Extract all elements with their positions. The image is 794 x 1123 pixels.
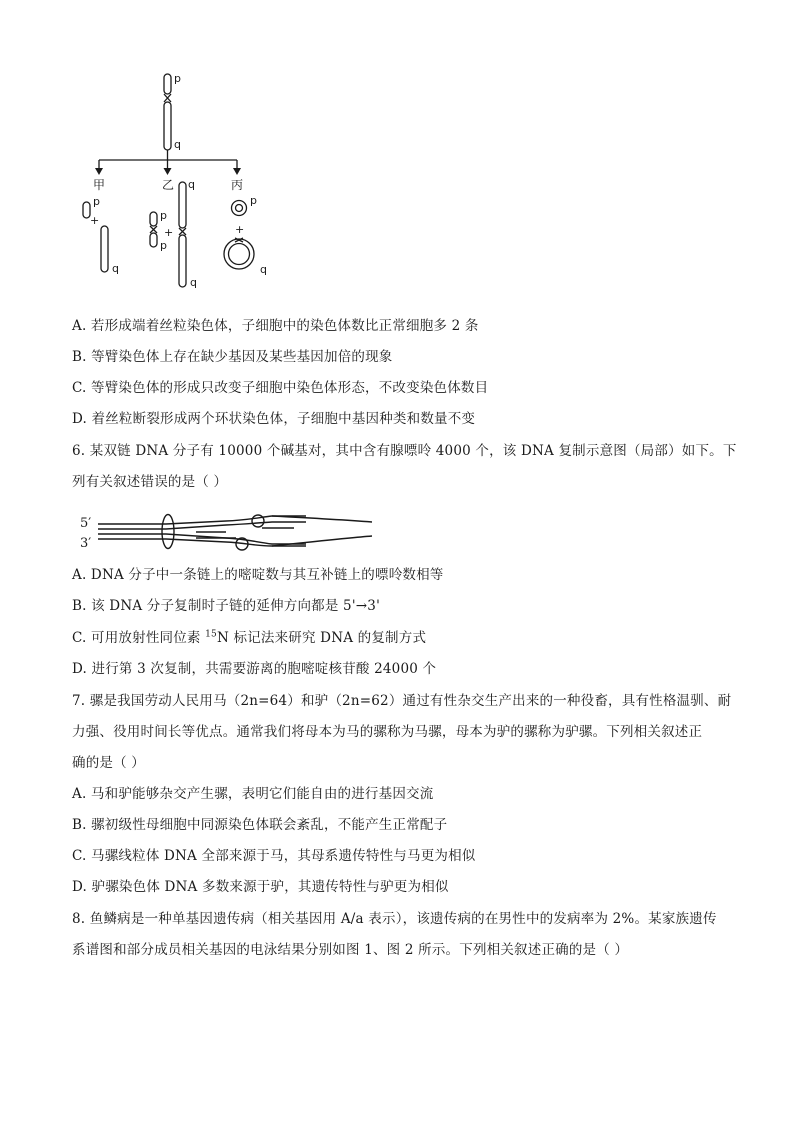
q5-option-d: D. 着丝粒断裂形成两个环状染色体，子细胞中基因种类和数量不变 (72, 411, 476, 427)
q6-stem-line-2: 列有关叙述错误的是（ ） (72, 474, 228, 490)
label-q: q (174, 138, 181, 151)
arrow-down-icon (233, 168, 241, 175)
q7-stem-line-2: 力强、役用时间长等优点。通常我们将母本为马的骡称为马骡，母本为驴的骡称为驴骡。下列相关叙述正 (72, 724, 703, 740)
arrow-down-icon (95, 168, 103, 175)
label-q: q (260, 263, 267, 276)
label-p: p (250, 194, 257, 207)
label-yi: 乙 (162, 178, 175, 192)
arrow-down-icon (164, 168, 172, 175)
q6-stem-line-1: 6. 某双链 DNA 分子有 10000 个碱基对，其中含有腺嘌呤 4000 个，该 DNA 复制示意图（局部）如下。下 (72, 443, 737, 459)
label-plus: + (90, 214, 100, 227)
label-q: q (188, 178, 195, 191)
q7-option-b: B. 骡初级性母细胞中同源染色体联会紊乱，不能产生正常配子 (72, 817, 448, 833)
q7-option-c: C. 马骡线粒体 DNA 全部来源于马，其母系遗传特性与马更为相似 (72, 848, 476, 864)
label-p: p (174, 72, 181, 85)
label-p: p (160, 209, 167, 222)
label-plus: + (235, 223, 245, 236)
q5-option-c: C. 等臂染色体的形成只改变子细胞中染色体形态，不改变染色体数目 (72, 380, 489, 396)
q6-option-a: A. DNA 分子中一条链上的嘧啶数与其互补链上的嘌呤数相等 (72, 567, 444, 583)
top-chromosome-p-arm (164, 74, 171, 94)
parent-strand-top (98, 516, 306, 524)
q6-option-d: D. 进行第 3 次复制，共需要游离的胞嘧啶核苷酸 24000 个 (72, 661, 437, 677)
label-p: p (93, 195, 100, 208)
label-q: q (190, 276, 197, 288)
q5-option-a: A. 若形成端着丝粒染色体，子细胞中的染色体数比正常细胞多 2 条 (72, 318, 479, 334)
label-3-prime: 3′ (80, 536, 92, 551)
label-q: q (112, 262, 119, 275)
telocentric-chromosomes (83, 202, 108, 272)
label-bing: 丙 (231, 178, 244, 192)
q7-stem-line-1: 7. 骡是我国劳动人民用马（2n=64）和驴（2n=62）通过有性杂交生产出来的一种役畜，具有性格温驯、耐 (72, 693, 732, 709)
label-p: p (160, 239, 167, 252)
dna-replication-figure (76, 508, 386, 556)
q7-option-d: D. 驴骡染色体 DNA 多数来源于驴，其遗传特性与驴更为相似 (72, 879, 449, 895)
label-5-prime: 5′ (80, 516, 92, 531)
label-plus: + (164, 226, 174, 239)
helicase-icon (162, 515, 174, 549)
chromosome-figure (70, 66, 290, 288)
q7-option-a: A. 马和驴能够杂交产生骡，表明它们能自由的进行基因交流 (72, 786, 434, 802)
top-centromere (164, 94, 171, 102)
label-jia: 甲 (93, 178, 106, 192)
q7-stem-line-3: 确的是（ ） (72, 755, 145, 771)
top-chromosome-q-arm (164, 102, 171, 150)
q6-option-c: C. 可用放射性同位素 $^{15}$N 标记法来研究 DNA 的复制方式 (72, 629, 427, 646)
polymerase-icon (252, 515, 264, 527)
q5-option-b: B. 等臂染色体上存在缺少基因及某些基因加倍的现象 (72, 349, 393, 365)
q6-option-b: B. 该 DNA 分子复制时子链的延伸方向都是 5'→3' (72, 598, 380, 614)
q8-stem-line-2: 系谱图和部分成员相关基因的电泳结果分别如图 1、图 2 所示。下列相关叙述正确的是（ ） (72, 942, 629, 958)
q8-stem-line-1: 8. 鱼鳞病是一种单基因遗传病（相关基因用 A/a 表示），该遗传病的在男性中的发病率为 2%。某家族遗传 (72, 911, 717, 927)
